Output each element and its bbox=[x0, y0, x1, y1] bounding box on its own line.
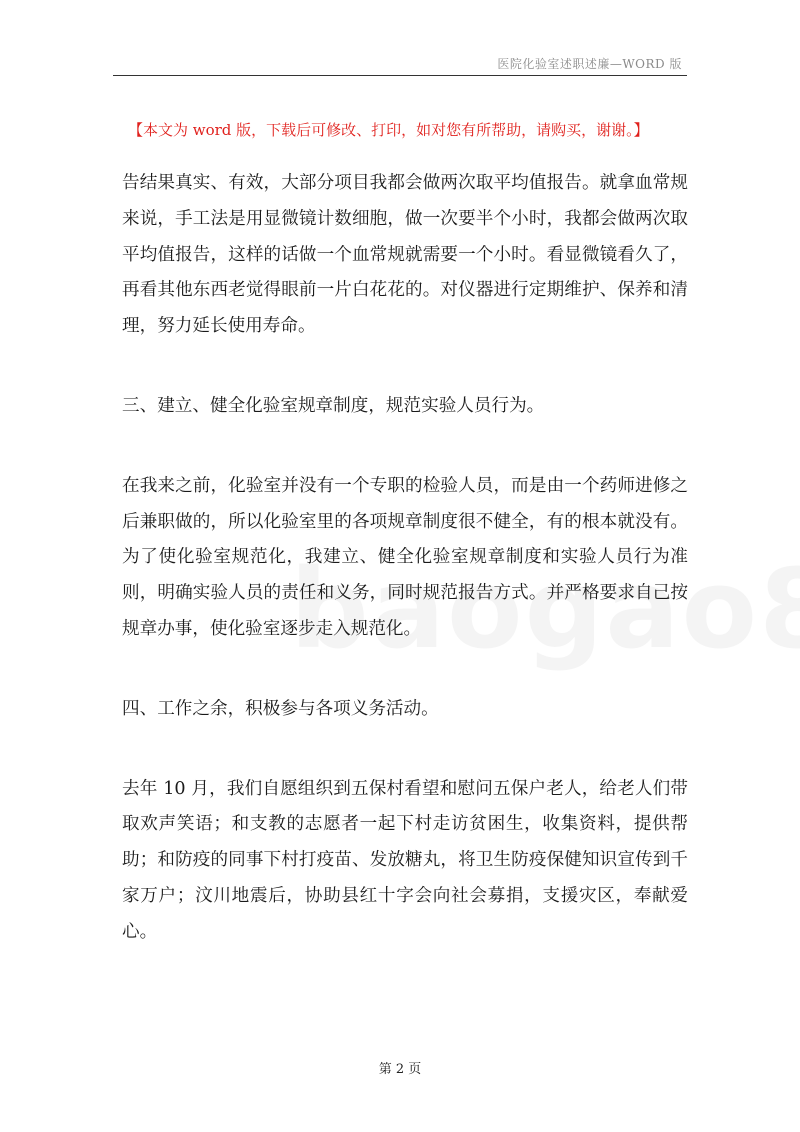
paragraph: 在我来之前，化验室并没有一个专职的检验人员，而是由一个药师进修之后兼职做的，所以化验室里的各项规章制度很不健全，有的根本就没有。为了使化验室规范化，我建立、健全化验室规章制度和实验人员行为准则，明确实验人员的责任和义务，同时规范报告方式。并严格要求自己按规章办事，使化验室逐步走入规范化。 bbox=[122, 475, 688, 639]
header-divider bbox=[113, 75, 687, 76]
download-notice: 【本文为 word 版，下载后可修改、打印，如对您有所帮助，请购买，谢谢。】 bbox=[128, 121, 649, 139]
section-heading: 三、建立、健全化验室规章制度，规范实验人员行为。 bbox=[122, 395, 545, 416]
section-heading: 四、工作之余，积极参与各项义务活动。 bbox=[122, 698, 439, 719]
paragraph: 告结果真实、有效，大部分项目我都会做两次取平均值报告。就拿血常规来说，手工法是用显微镜计数细胞，做一次要半个小时，我都会做两次取平均值报告，这样的话做一个血常规就需要一个小时。看显微镜看久了，再看其他东西老觉得眼前一片白花花的。对仪器进行定期维护、保养和清理，努力延长使用寿命。 bbox=[122, 173, 688, 337]
paragraph: 去年 10 月，我们自愿组织到五保村看望和慰问五保户老人，给老人们带取欢声笑语；和支教的志愿者一起下村走访贫困生，收集资料，提供帮助；和防疫的同事下村打疫苗、发放糖丸，将卫生防疫保健知识宣传到千家万户；汶川地震后，协助县红十字会向社会募捐，支援灾区，奉献爱心。 bbox=[122, 778, 688, 942]
page-number: 第 2 页 bbox=[378, 1062, 422, 1077]
document-header-title: 医院化验室述职述廉—WORD 版 bbox=[497, 57, 682, 71]
document-body bbox=[122, 166, 688, 951]
